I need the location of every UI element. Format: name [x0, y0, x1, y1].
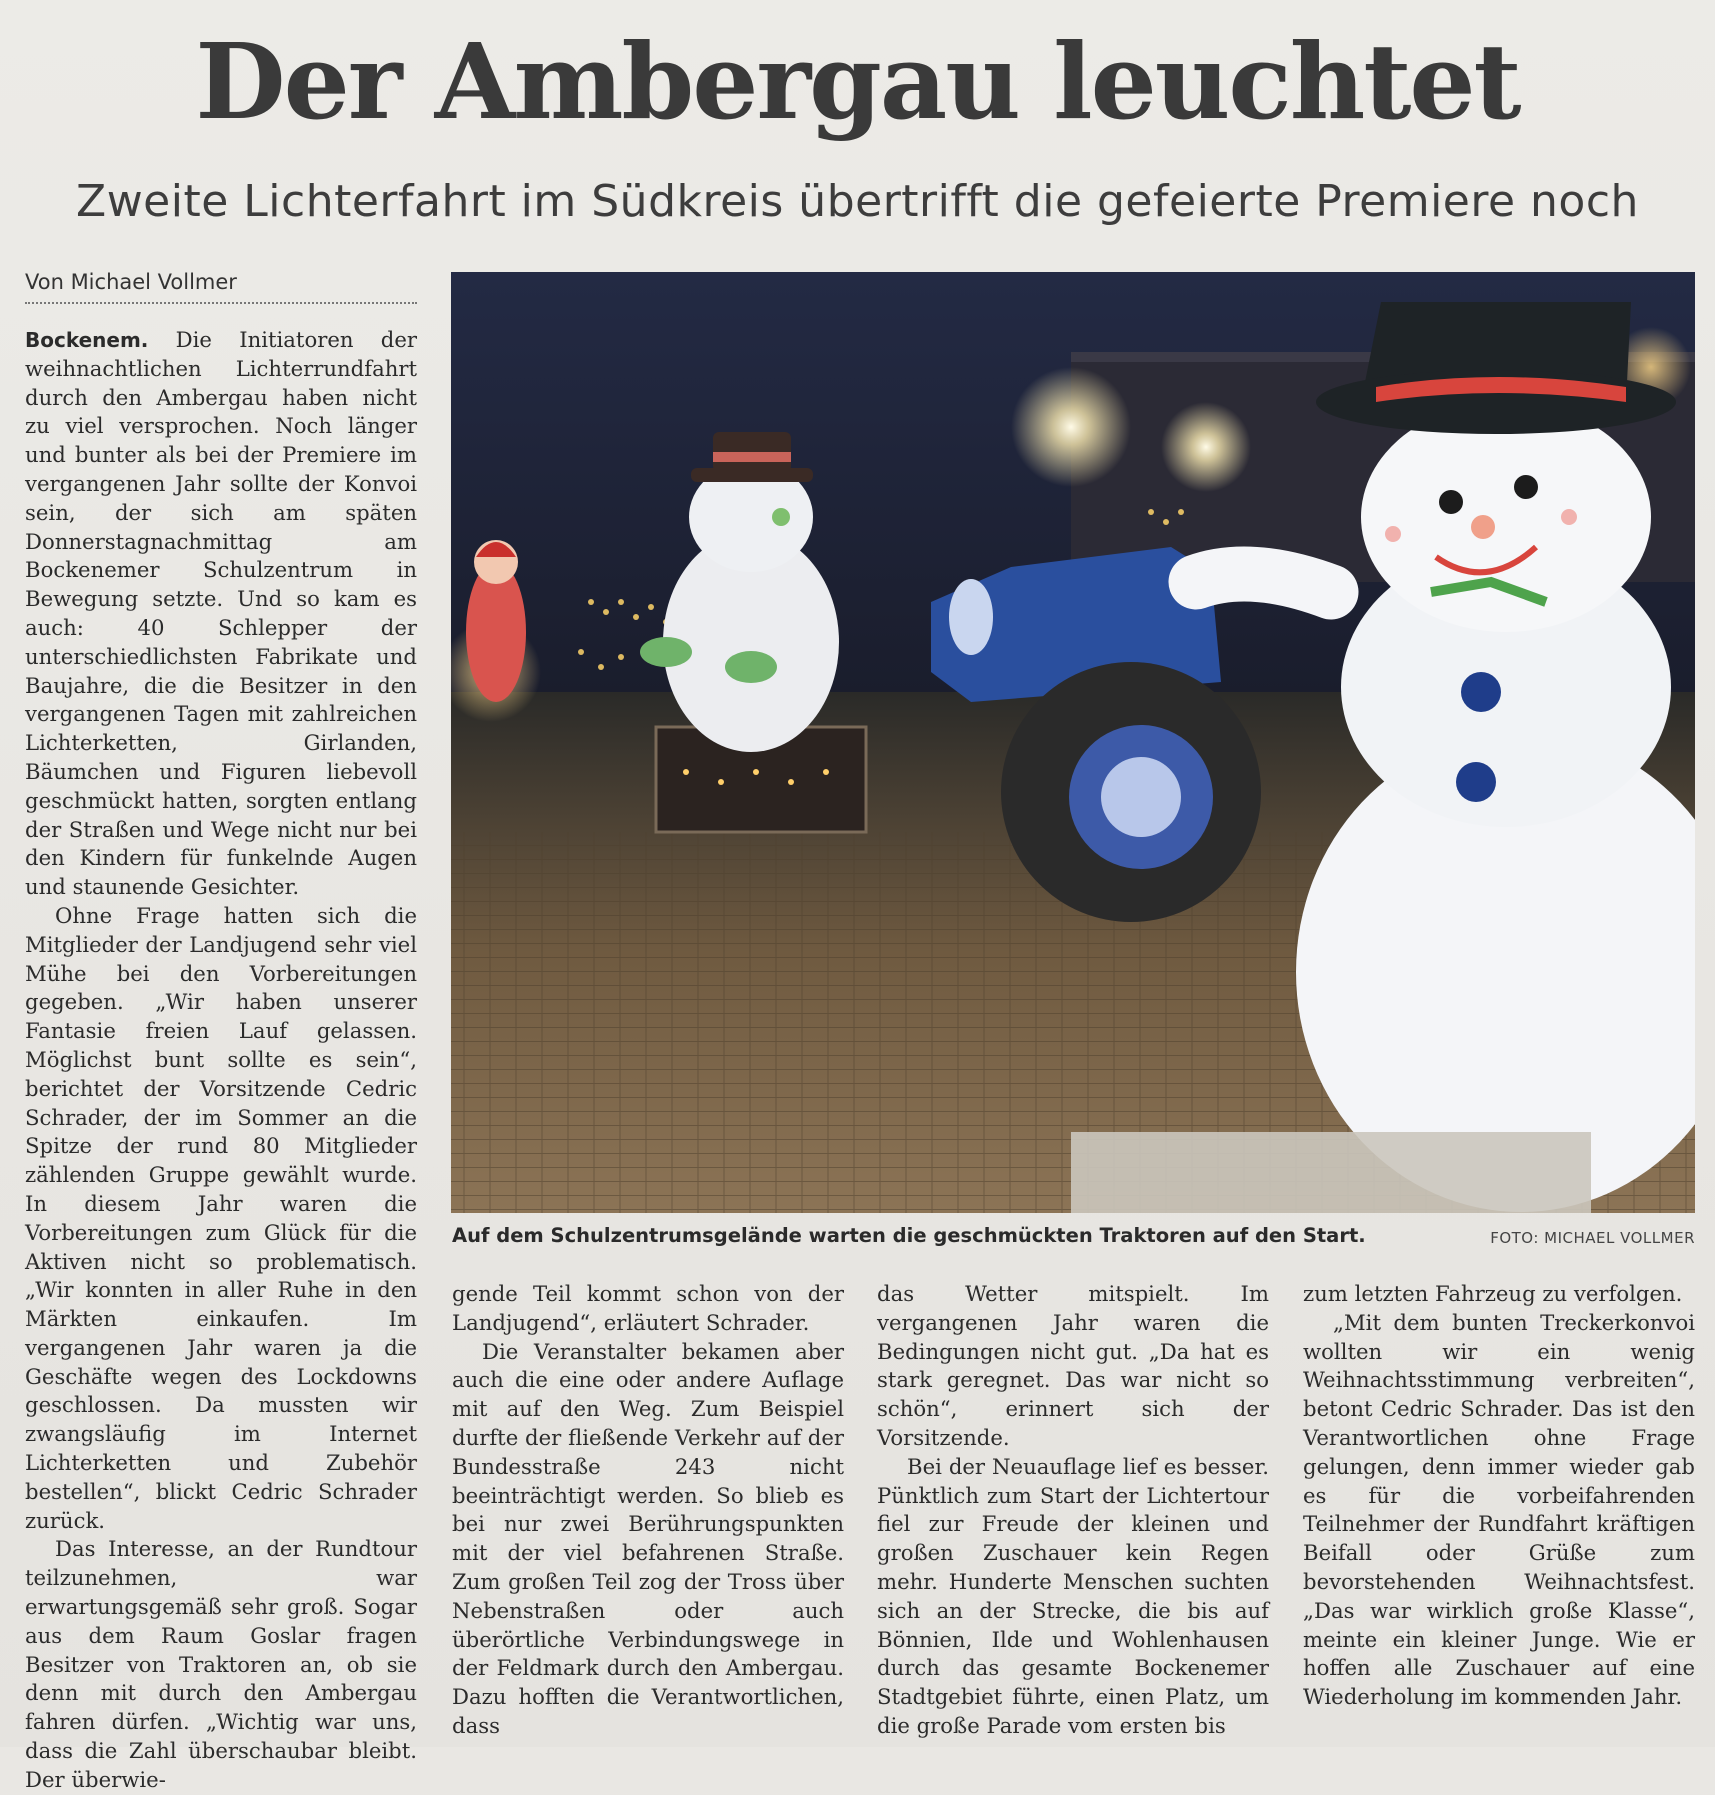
dateline: Bockenem.: [25, 328, 149, 352]
article-column-3: [877, 1280, 1269, 1741]
paragraph: Ohne Frage hatten sich die Mitglieder der Landjugend sehr viel Mühe bei den Vorbereitungen gegeben. „Wir haben unserer Fantasie freien Lauf gelassen. Möglichst bunt sollte es sein“, berichtet der Vorsitzende Cedric Schrader, der im Sommer an die Spitze der rund 80 Mitglieder zählenden Gruppe gewählt wurde. In diesem Jahr waren die Vorbereitungen zum Glück für die Aktiven nicht so problematisch. „Wir konnten in aller Ruhe in den Märkten einkaufen. Im vergangenen Jahr waren ja die Geschäfte wegen des Lockdowns geschlossen. Da mussten wir zwangsläufig im Internet Lichterketten und Zubehör bestellen“, blickt Cedric Schrader zurück.: [25, 902, 417, 1533]
paragraph-text: Die Initiatoren der weihnachtlichen Lichterrundfahrt durch den Ambergau haben nicht zu viel versprochen. Noch länger und bunter als bei der Premiere im vergangenen Jahr sollte der Konvoi sein, der sich am späten Donnerstagnachmittag am Bockenemer Schulzentrum in Bewegung setzte. Und so kam es auch: 40 Schlepper der unterschiedlichsten Fabrikate und Baujahre, die die Besitzer in den vergangenen Tagen mit zahlreichen Lichterketten, Girlanden, Bäumchen und Figuren liebevoll geschmückt hatten, sorgten entlang der Straßen und Wege nicht nur bei den Kindern für funkelnde Augen und staunende Gesichter.: [25, 327, 417, 900]
paragraph: gende Teil kommt schon von der Landjugend“, erläutert Schrader.: [452, 1281, 844, 1335]
article-column-1: [25, 326, 417, 1795]
photo-caption: Auf dem Schulzentrumsgelände warten die geschmückten Traktoren auf den Start.: [452, 1224, 1366, 1247]
article-column-4: [1303, 1280, 1695, 1712]
article-photo: [451, 272, 1695, 1213]
headline: Der Ambergau leuchtet: [195, 20, 1520, 143]
article-column-2: [452, 1280, 844, 1741]
paragraph: das Wetter mitspielt. Im vergangenen Jahr waren die Bedingungen nicht gut. „Da hat es stark geregnet. Das war nicht so schön“, erinnert sich der Vorsitzende.: [877, 1281, 1269, 1450]
photo-illustration: [451, 272, 1695, 1213]
paragraph: Die Veranstalter bekamen aber auch die eine oder andere Auflage mit auf den Weg. Zum Beispiel durfte der fließende Verkehr auf der Bundesstraße 243 nicht beeinträchtigt werden. So blieb es bei nur zwei Berührungspunkten mit der viel befahrenen Straße. Zum großen Teil zog der Tross über Nebenstraßen oder auch überörtliche Verbindungswege in der Feldmark durch den Ambergau. Dazu hofften die Verantwortlichen, dass: [452, 1338, 844, 1738]
paragraph: „Mit dem bunten Treckerkonvoi wollten wir ein wenig Weihnachtsstimmung verbreiten“, betont Cedric Schrader. Das ist den Verantwortlichen ohne Frage gelungen, denn immer wieder gab es für die vorbeifahrenden Teilnehmer der Rundfahrt kräftigen Beifall oder Grüße zum bevorstehenden Weihnachtsfest. „Das war wirklich große Klasse“, meinte ein kleiner Junge. Wie er hoffen alle Zuschauer auf eine Wiederholung im kommenden Jahr.: [1303, 1309, 1695, 1710]
paragraph: [25, 326, 417, 902]
subheadline: Zweite Lichterfahrt im Südkreis übertrifft die gefeierte Premiere noch: [76, 176, 1639, 227]
paragraph: Bei der Neuauflage lief es besser. Pünktlich zum Start der Lichtertour fiel zur Freude der kleinen und großen Zuschauer kein Regen mehr. Hunderte Menschen suchten sich an der Strecke, die bis auf Bönnien, Ilde und Wohlenhausen durch das gesamte Bockenemer Stadtgebiet führte, einen Platz, um die große Parade vom ersten bis: [877, 1453, 1269, 1738]
paragraph: Das Interesse, an der Rundtour teilzunehmen, war erwartungsgemäß sehr groß. Sogar aus dem Raum Goslar fragen Besitzer von Traktoren an, ob sie denn mit durch den Ambergau fahren dürfen. „Wichtig war uns, dass die Zahl überschaubar bleibt. Der überwie-: [25, 1536, 417, 1792]
byline: Von Michael Vollmer: [25, 270, 417, 304]
paragraph: zum letzten Fahrzeug zu verfolgen.: [1303, 1281, 1683, 1306]
photo-credit: FOTO: MICHAEL VOLLMER: [1490, 1229, 1695, 1247]
